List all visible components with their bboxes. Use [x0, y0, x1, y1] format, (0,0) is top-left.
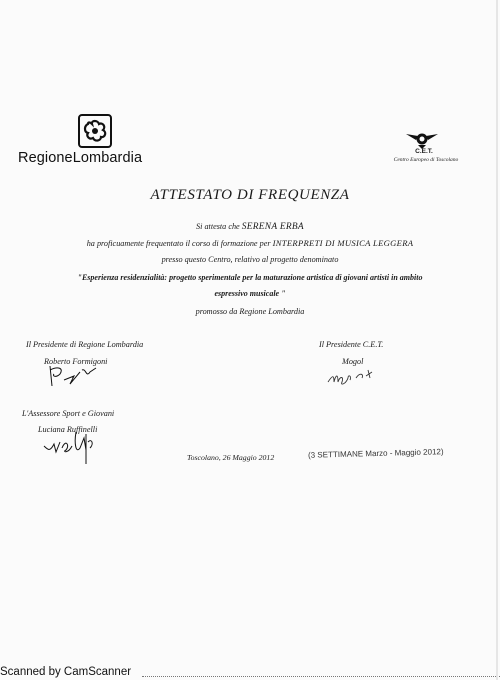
scan-edge — [496, 0, 498, 680]
course-line — [0, 238, 500, 248]
certificate-title: ATTESTATO DI FREQUENZA — [150, 187, 350, 203]
president-cet-signature — [326, 366, 378, 388]
assessore-signature — [40, 424, 112, 466]
attestation-prefix: Si attesta che — [196, 222, 242, 231]
footer-dotted-line — [142, 676, 500, 677]
president-cet-title: Il Presidente C.E.T. — [319, 340, 384, 349]
president-region-title: Il Presidente di Regione Lombardia — [26, 340, 144, 349]
assessore-title: L'Assessore Sport e Giovani — [22, 409, 115, 418]
project-line-1: "Esperienza residenzialità: progetto sperimentale per la maturazione artistica di giovani artisti in ambito — [77, 273, 423, 282]
place-date: Toscolano, 26 Maggio 2012 — [187, 453, 275, 462]
cet-short-name: C.E.T. — [415, 148, 433, 155]
region-name: RegioneLombardia — [18, 150, 143, 166]
course-name: INTERPRETI DI MUSICA LEGGERA — [272, 238, 414, 248]
promoted-by-line: promosso da Regione Lombardia — [195, 307, 305, 316]
course-prefix: ha proficuamente frequentato il corso di formazione per — [86, 239, 273, 248]
cet-full-name: Centro Europeo di Toscolano — [393, 157, 459, 163]
student-name: SERENA ERBA — [241, 222, 304, 232]
president-region-name: Roberto Formigoni — [44, 357, 108, 366]
assessore-name: Luciana Ruffinelli — [38, 425, 98, 434]
regione-lombardia-logo-icon — [78, 114, 112, 148]
president-cet-name: Mogol — [342, 357, 364, 366]
centre-line: presso questo Centro, relativo al progetto denominato — [161, 255, 339, 264]
president-region-signature — [46, 362, 106, 388]
handwritten-note: (3 SETTIMANE Marzo - Maggio 2012) — [307, 447, 444, 460]
project-line-2: espressivo musicale " — [214, 289, 286, 298]
attestation-line — [0, 222, 500, 232]
cet-logo-icon — [404, 130, 440, 150]
scanner-watermark: Scanned by CamScanner — [0, 666, 132, 678]
